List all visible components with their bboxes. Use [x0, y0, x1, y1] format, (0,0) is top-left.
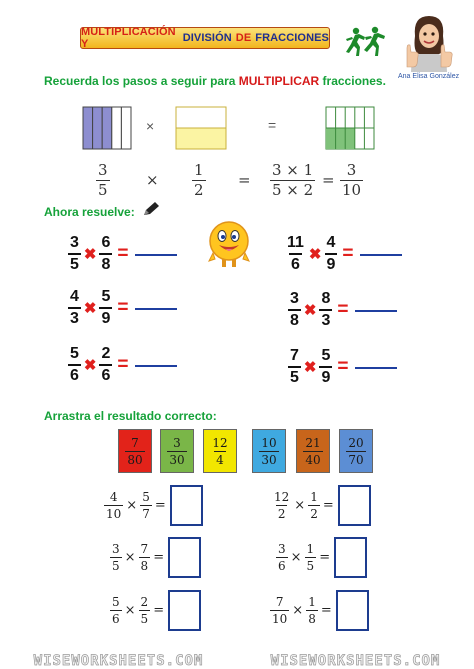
example-r-num: 3	[346, 161, 357, 179]
drop-row-4	[276, 537, 367, 578]
drop-row-1-b-den: 7	[142, 507, 150, 521]
drop-row-5-a-den: 6	[112, 612, 120, 626]
drop-row-6-b-den: 8	[308, 612, 316, 626]
example-a-num: 3	[98, 161, 108, 179]
exercise-4-answer-blank[interactable]	[355, 310, 397, 312]
bar-three-tenths	[326, 107, 374, 149]
intro-lead: Recuerda los pasos a seguir para	[44, 74, 236, 88]
drop-box-1[interactable]	[170, 485, 203, 526]
title-part-2: DIVISIÓN	[182, 32, 232, 44]
drop-box-3[interactable]	[168, 537, 201, 578]
drop-row-6	[270, 590, 369, 631]
answer-tile-4-den: 30	[261, 452, 277, 467]
drop-row-1-a-den: 10	[106, 507, 122, 521]
section-solve-label	[44, 205, 135, 219]
drop-row-3-equals: =	[153, 550, 165, 565]
exercise-1-a-num: 3	[70, 234, 79, 251]
answer-tile-3-den: 4	[216, 452, 224, 467]
footer-brand-right: WISEWORKSHEETS.COM	[270, 652, 441, 669]
answer-tile-2[interactable]	[160, 429, 194, 473]
exercise-3	[68, 289, 177, 327]
exercise-3-answer-blank[interactable]	[135, 308, 177, 310]
section-solve-text: Ahora resuelve:	[44, 205, 135, 219]
example-b-den: 2	[194, 181, 204, 199]
exercise-1-cross: ✖	[83, 246, 97, 263]
answer-tile-4[interactable]	[252, 429, 286, 473]
exercise-3-a-num: 4	[70, 288, 79, 305]
drop-box-5[interactable]	[168, 590, 201, 631]
exercise-5-answer-blank[interactable]	[135, 365, 177, 367]
example-p-num: 3 × 1	[272, 161, 314, 179]
intro-highlight: MULTIPLICAR	[238, 74, 320, 88]
section-drag-text: Arrastra el resultado correcto:	[44, 409, 217, 423]
exercise-6-answer-blank[interactable]	[355, 367, 397, 369]
drop-row-4-equals: =	[319, 550, 331, 565]
exercise-5-b-den: 6	[99, 364, 112, 384]
section-drag-label	[44, 409, 217, 423]
exercise-6-a-den: 5	[288, 366, 301, 386]
answer-tile-3-num: 12	[212, 435, 228, 450]
exercise-3-a-den: 3	[68, 307, 81, 327]
drop-row-6-a-den: 10	[272, 612, 288, 626]
drop-row-5-equals: =	[153, 603, 165, 618]
exercise-5-a-num: 5	[70, 345, 79, 362]
example-fraction-a	[96, 161, 110, 198]
exercise-1	[68, 235, 177, 273]
exercise-1-b-den: 8	[99, 253, 112, 273]
answer-tile-1[interactable]	[118, 429, 152, 473]
drop-row-2-a-den: 2	[277, 507, 286, 521]
drop-row-3-a-num: 3	[112, 542, 120, 556]
drop-row-2-b-num: 1	[310, 490, 318, 504]
drop-row-4-times: ×	[290, 550, 302, 565]
drop-row-4-b-num: 1	[306, 542, 315, 556]
exercise-2-b-den: 9	[325, 253, 338, 273]
bar-times-sign: ×	[146, 118, 155, 134]
drop-row-5-b-den: 5	[140, 612, 149, 626]
exercise-1-answer-blank[interactable]	[135, 254, 177, 256]
answer-tile-5[interactable]	[296, 429, 330, 473]
drop-row-2-times: ×	[294, 498, 306, 513]
drop-row-5-a-num: 5	[112, 595, 120, 609]
answer-tile-5-num: 21	[305, 435, 321, 450]
example-equals-2: =	[322, 171, 335, 189]
drop-row-4-b-den: 5	[306, 559, 315, 573]
exercise-3-equals: =	[117, 297, 129, 318]
drop-box-2[interactable]	[338, 485, 371, 526]
drop-row-1	[104, 485, 203, 526]
exercise-4-equals: =	[337, 299, 349, 320]
example-equals-1: =	[238, 171, 251, 189]
pencil-icon	[142, 201, 160, 217]
answer-tile-2-den: 30	[169, 452, 185, 467]
exercise-3-cross: ✖	[83, 300, 97, 317]
drop-row-6-times: ×	[292, 603, 304, 618]
drop-row-6-a-num: 7	[275, 595, 284, 609]
fraction-bar-model	[0, 0, 474, 200]
example-fraction-b	[192, 161, 206, 198]
exercise-2-a-den: 6	[289, 253, 302, 273]
answer-tile-6[interactable]	[339, 429, 373, 473]
exercise-6-cross: ✖	[303, 359, 317, 376]
bar-equals-sign: =	[268, 117, 277, 133]
drop-row-4-a-num: 3	[278, 542, 286, 556]
drop-row-5-b-num: 2	[140, 595, 149, 609]
drop-row-6-equals: =	[320, 603, 332, 618]
drop-row-3-times: ×	[124, 550, 136, 565]
drop-box-6[interactable]	[336, 590, 369, 631]
answer-tile-3[interactable]	[203, 429, 237, 473]
exercise-6-b-den: 9	[319, 366, 332, 386]
title-part-4: FRACCIONES	[255, 32, 329, 44]
exercise-4-a-num: 3	[290, 290, 299, 307]
exercise-4-cross: ✖	[303, 302, 317, 319]
drop-row-2-b-den: 2	[310, 507, 318, 521]
drop-box-4[interactable]	[334, 537, 367, 578]
exercise-4-b-den: 3	[319, 309, 332, 329]
exercise-5-cross: ✖	[83, 357, 97, 374]
drop-row-6-b-num: 1	[308, 595, 316, 609]
drop-row-3-b-den: 8	[140, 559, 149, 573]
exercise-5-equals: =	[117, 354, 129, 375]
exercise-4	[288, 291, 397, 329]
drop-row-3	[110, 537, 201, 578]
drop-row-2-a-num: 12	[274, 490, 290, 504]
drop-row-1-a-num: 4	[109, 490, 118, 504]
drop-row-1-times: ×	[126, 498, 138, 513]
drop-row-4-a-den: 6	[278, 559, 286, 573]
exercise-1-b-num: 6	[101, 234, 111, 251]
exercise-2-a-num: 11	[287, 234, 304, 251]
exercise-3-b-num: 5	[101, 288, 111, 305]
exercise-6-a-num: 7	[290, 347, 299, 364]
drop-row-3-a-den: 5	[112, 559, 120, 573]
answer-tile-1-den: 80	[127, 452, 143, 467]
example-a-den: 5	[98, 181, 108, 199]
answer-tile-1-num: 7	[131, 435, 139, 450]
exercise-2-equals: =	[342, 243, 354, 264]
drop-row-2	[272, 485, 371, 526]
exercise-3-b-den: 9	[99, 307, 112, 327]
example-fraction-result	[340, 161, 363, 198]
exercise-6	[288, 348, 397, 386]
intro-tail: fracciones.	[322, 74, 386, 88]
author-name: Ana Elisa González	[398, 73, 460, 80]
answer-tile-6-num: 20	[348, 435, 364, 450]
answer-tile-4-num: 10	[261, 435, 277, 450]
exercise-5-b-num: 2	[101, 345, 111, 362]
exercise-6-b-num: 5	[321, 347, 331, 364]
exercise-2-cross: ✖	[308, 246, 322, 263]
exercise-5	[68, 346, 177, 384]
drop-row-1-b-num: 5	[142, 490, 150, 504]
footer-brand-left: WISEWORKSHEETS.COM	[33, 652, 204, 669]
drop-row-5-times: ×	[124, 603, 136, 618]
exercise-1-a-den: 5	[68, 253, 81, 273]
smiley-face-icon	[203, 217, 255, 269]
exercise-2-answer-blank[interactable]	[360, 254, 402, 256]
drop-row-5	[110, 590, 201, 631]
exercise-2-b-num: 4	[326, 234, 336, 251]
answer-tile-5-den: 40	[305, 452, 321, 467]
exercise-4-a-den: 8	[288, 309, 301, 329]
exercise-5-a-den: 6	[68, 364, 81, 384]
drop-row-1-equals: =	[154, 498, 166, 513]
exercise-1-equals: =	[117, 243, 129, 264]
example-b-num: 1	[194, 161, 204, 179]
example-times: ×	[146, 171, 159, 189]
title-part-1: MULTIPLICACIÓN Y	[81, 26, 176, 50]
example-p-den: 5 × 2	[272, 181, 314, 199]
drop-row-2-equals: =	[322, 498, 334, 513]
drop-row-3-b-num: 7	[140, 542, 149, 556]
answer-tile-6-den: 70	[348, 452, 364, 467]
example-fraction-product	[270, 161, 315, 198]
bar-three-fifths	[83, 107, 131, 149]
title-part-3: DE	[235, 32, 252, 44]
exercise-6-equals: =	[337, 356, 349, 377]
example-r-den: 10	[342, 181, 362, 199]
bar-one-half	[176, 107, 226, 149]
exercise-2	[285, 235, 402, 273]
exercise-4-b-num: 8	[321, 290, 331, 307]
footer-watermark	[0, 652, 474, 669]
answer-tile-2-num: 3	[173, 435, 181, 450]
